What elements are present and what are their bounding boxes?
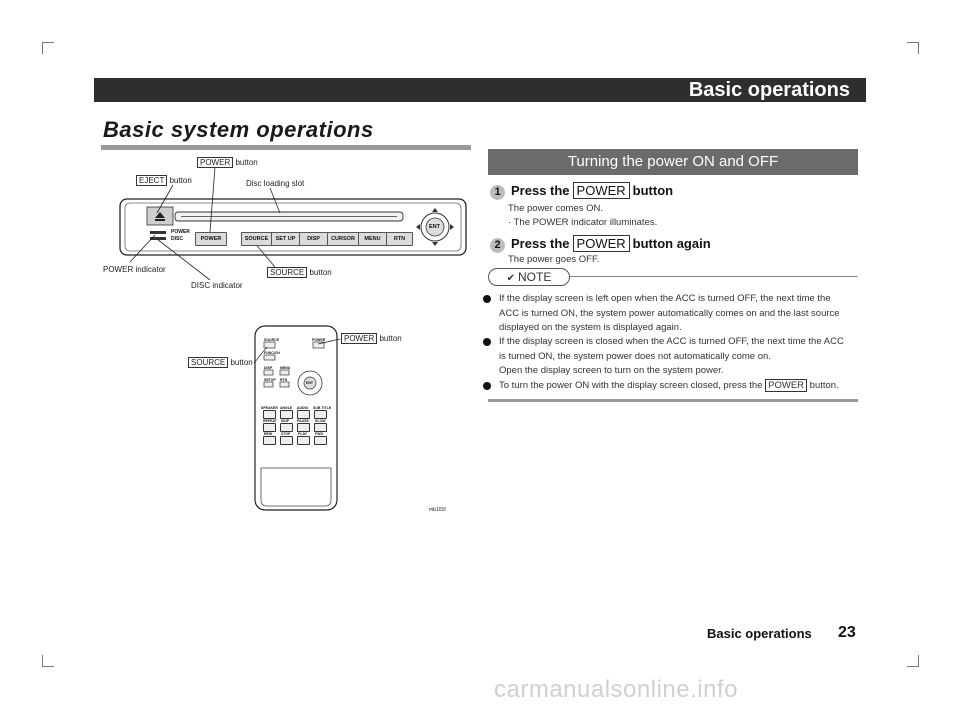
bullet-icon: [483, 338, 491, 346]
header-title: Basic operations: [688, 79, 850, 101]
callout-eject-button: EJECT button: [136, 176, 192, 186]
remote-key: [297, 423, 310, 432]
unit-power-button: POWER: [195, 232, 227, 246]
unit-setup-button: SET UP: [271, 232, 300, 246]
note-power-key: POWER: [765, 379, 807, 392]
callout-disc-indicator: DISC indicator: [191, 281, 243, 290]
remote-figure-code: mb101f: [429, 507, 446, 513]
remote-setup-label: SETUP: [264, 378, 276, 382]
page-number: 23: [838, 624, 856, 641]
remote-funcch-label: FUNC/CH: [264, 351, 280, 355]
section-rule: [101, 145, 471, 150]
bullet-icon: [483, 382, 491, 390]
crop-mark: [907, 42, 919, 43]
remote-grid-label: ANGLE: [280, 406, 293, 410]
remote-source-label: SOURCE: [264, 338, 279, 342]
remote-key: [280, 423, 293, 432]
unit-menu-button: MENU: [358, 232, 387, 246]
remote-grid-label: REPEAT: [263, 419, 277, 423]
remote-key: [297, 436, 310, 445]
watermark: carmanualsonline.info: [494, 676, 738, 703]
remote-grid-label: SLOW: [315, 419, 326, 423]
unit-rtn-button: RTN: [386, 232, 413, 246]
footer-title: Basic operations: [707, 626, 812, 641]
figure-remote: [185, 322, 465, 522]
note-end-rule: [488, 399, 858, 402]
remote-rtn-label: RTN: [280, 378, 288, 382]
callout-disc-slot: Disc loading slot: [246, 179, 305, 188]
step-1-line-1: The power comes ON.: [508, 203, 604, 214]
step-2-key: POWER: [573, 235, 630, 252]
remote-grid-label: SUB TITLE: [313, 406, 332, 410]
crop-mark: [42, 42, 54, 43]
remote-grid-label: FWD: [315, 432, 323, 436]
step-2-line-1: The power goes OFF.: [508, 254, 600, 265]
step-1-number: 1: [490, 185, 505, 200]
unit-disp-button: DISP: [299, 232, 328, 246]
figure-head-unit: [95, 155, 475, 295]
remote-key: [263, 423, 276, 432]
remote-grid-label: AUDIO: [297, 406, 309, 410]
remote-key: [314, 436, 327, 445]
crop-mark: [42, 666, 54, 667]
callout-power-button: POWER button: [197, 158, 258, 168]
subsection-title: Turning the power ON and OFF: [567, 153, 779, 170]
step-1-line-2: · The POWER indicator illuminates.: [508, 217, 658, 228]
remote-callout-power: POWER button: [341, 334, 402, 344]
remote-key: [314, 423, 327, 432]
remote-key: [314, 410, 327, 419]
unit-cursor-button: CURSOR: [327, 232, 359, 246]
step-2-number: 2: [490, 238, 505, 253]
remote-callout-source: SOURCE button: [188, 358, 253, 368]
remote-key: [280, 436, 293, 445]
note-check-icon: ✔: [506, 273, 516, 284]
remote-menu-label: MENU: [280, 366, 291, 370]
crop-mark: [918, 42, 919, 54]
remote-ent-label: ENT: [306, 381, 313, 385]
remote-grid-label: STOP: [281, 432, 291, 436]
remote-disp-label: DISP: [264, 366, 273, 370]
unit-source-button: SOURCE: [241, 232, 272, 246]
step-1-heading: 1 Press the POWER button: [490, 183, 673, 200]
crop-mark: [907, 666, 919, 667]
section-title: Basic system operations: [103, 117, 374, 142]
step-2-heading: 2 Press the POWER button again: [490, 236, 711, 253]
crop-mark: [42, 42, 43, 54]
callout-source-button: SOURCE button: [267, 268, 332, 278]
remote-key: [297, 410, 310, 419]
remote-grid-label: SKIP: [281, 419, 290, 423]
remote-key: [263, 436, 276, 445]
unit-ent-label: ENT: [429, 224, 440, 230]
note-bullet-3: To turn the power ON with the display screen closed, press the POWER button.: [499, 379, 869, 394]
remote-grid-label: SPEAKER: [261, 406, 278, 410]
remote-grid-label: PLAY: [298, 432, 308, 436]
step-1-key: POWER: [573, 182, 630, 199]
unit-disc-indicator-label: DISC: [171, 236, 183, 242]
remote-grid-label: PAUSE: [297, 419, 309, 423]
callout-power-indicator: POWER indicator: [103, 265, 166, 274]
remote-grid-label: REW: [264, 432, 273, 436]
unit-power-indicator-label: POWER: [171, 229, 190, 235]
note-bullet-2: If the display screen is closed when the ACC is turned OFF, the next time the ACC is turned ON, the system power does not automatically come on. Open the display screen to turn on the system power.: [499, 335, 859, 379]
note-rule: [567, 276, 858, 277]
remote-key: [280, 410, 293, 419]
remote-key: [263, 410, 276, 419]
note-badge: ✔ NOTE: [488, 268, 570, 286]
remote-power-label: POWER: [312, 338, 326, 342]
note-bullet-1: If the display screen is left open when the ACC is turned OFF, the next time the ACC is turned ON, the system power automatically comes on and the last source displayed on the system is displayed again.: [499, 292, 859, 336]
bullet-icon: [483, 295, 491, 303]
